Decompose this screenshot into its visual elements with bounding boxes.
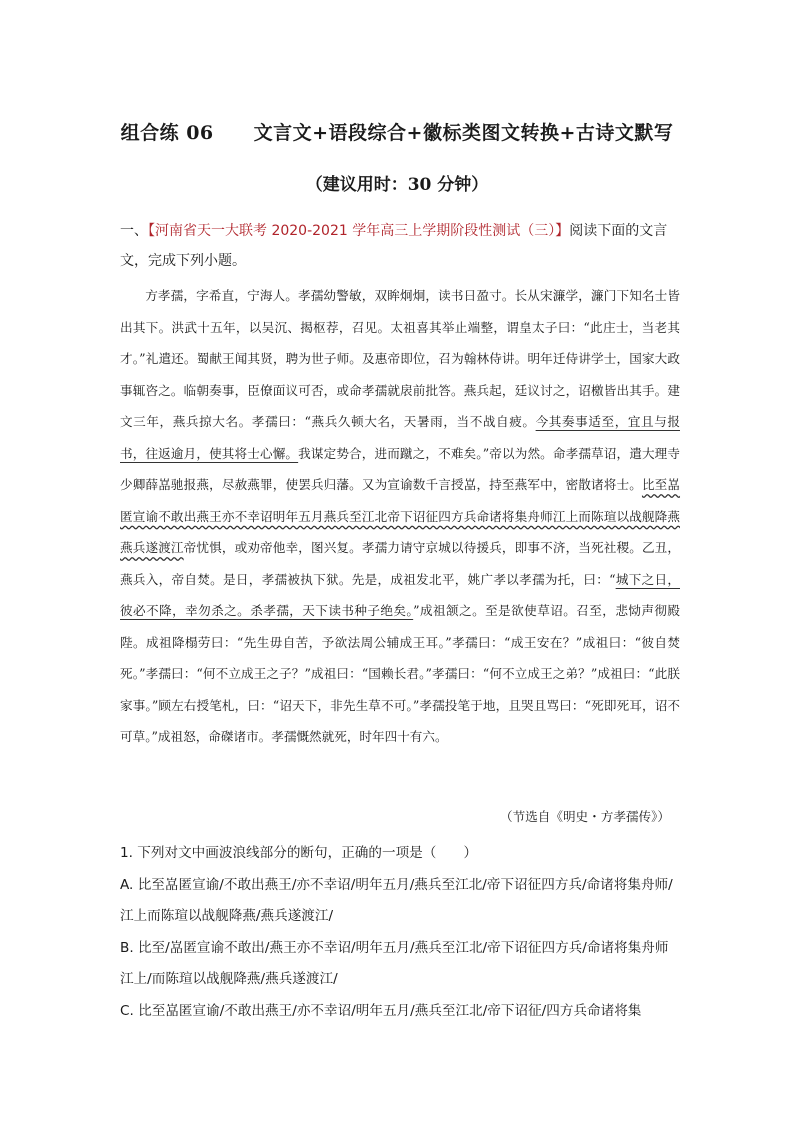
passage-text-2: 我谋定势合，进而蹴之，不难矣。”帝以为然。命孝孺草诏，遣大理寺少卿薛嵓驰报燕，尽赦燕罪，使罢兵归藩。又为宣谕数千言授嵓，持至燕军中，密散诸将士。: [120, 445, 681, 492]
title-left: 组合练 06: [120, 122, 214, 144]
question-1: [120, 838, 680, 1028]
question-number: 一、: [120, 223, 148, 239]
passage-source: （节选自《明史・方孝孺传》）: [499, 809, 670, 824]
underlined-sentence-1: 今其奏事适至，宜且与报书，往返逾月，使其将士心懈。: [120, 414, 680, 461]
passage-text-1: 方孝孺，字希直，宁海人。孝孺幼警敏，双眸炯炯，读书日盈寸。长从宋濂学，濂门下知名士皆出其下。洪武十五年，以吴沉、揭枢荐，召见。太祖喜其举止端整，谓皇太子曰：“此庄士，当老其才。”礼遣还。蜀献王闻其贤，聘为世子师。及惠帝即位，召为翰林侍讲。明年迁侍讲学士，国家大政事辄咨之。临朝奏事，臣僚面议可否，或命孝孺就扆前批答。燕兵起，廷议讨之，诏檄皆出其手。建文三年，燕兵掠大名。孝孺曰：“燕兵久顿大名，天暑雨，当不战自疲。: [120, 288, 680, 429]
passage-text-4: ”成祖颔之。至是欲使草诏。召至，悲恸声彻殿陛。成祖降榻劳曰：“先生毋自苦，予欲法周公辅成王耳。”孝孺曰：“成王安在？”成祖曰：“彼自焚死。”孝孺曰：“何不立成王之子？”成祖曰：“国赖长君。”孝孺曰：“何不立成王之弟？”成祖曰：“此朕家事。”顾左右授笔札，曰：“诏天下，非先生草不可。”孝孺投笔于地，且哭且骂曰：“死即死耳，诏不可草。”成祖怒，命磔诸市。孝孺慨然就死，时年四十有六。: [120, 603, 680, 744]
page-title: [0, 118, 794, 145]
option-a: A. 比至嵓匿宣谕/不敢出燕王/亦不幸诏/明年五月/燕兵至江北/帝下诏征四方兵/命诸将集舟师/江上而陈瑄以战舰降燕/燕兵遂渡江/: [120, 876, 673, 925]
option-c: C. 比至嵓匿宣谕/不敢出燕王/亦不幸诏/明年五月/燕兵至江北/帝下诏征/四方兵命诸将集: [120, 1002, 642, 1019]
instruction-text: 阅读下面的文言文，完成下列小题。: [120, 223, 668, 269]
underlined-sentence-2: 城下之日，彼必不降，幸勿杀之。杀孝孺，天下读书种子绝矣。: [120, 571, 680, 618]
question-stem: 1. 下列对文中画波浪线部分的断句，正确的一项是（ ）: [120, 845, 478, 861]
passage-text-3: 帝忧惧，或劝帝他幸，图兴复。孝孺力请守京城以待援兵，即事不济，当死社稷。乙丑，燕兵入，帝自焚。是日，孝孺被执下狱。先是，成祖发北平，姚广孝以孝孺为托，曰：“: [120, 540, 681, 587]
title-right: 文言文+语段综合+徽标类图文转换+古诗文默写: [253, 122, 674, 144]
question-intro: [120, 216, 680, 276]
source-tag: 【河南省天一大联考 2020-2021 学年高三上学期阶段性测试（三）】: [148, 223, 570, 239]
option-b: B. 比至/嵓匿宣谕不敢出/燕王亦不幸诏/明年五月/燕兵至江北/帝下诏征四方兵/命诸将集舟师江上/而陈瑄以战舰降燕/燕兵遂渡江/: [120, 939, 669, 988]
wavy-underlined-section: 比至嵓匿宣谕不敢出燕王亦不幸诏明年五月燕兵至江北帝下诏征四方兵命诸将集舟师江上而陈瑄以战舰降燕燕兵遂渡江: [120, 477, 681, 555]
suggested-time: （建议用时：30 分钟）: [305, 175, 489, 195]
classical-passage: [120, 280, 680, 753]
